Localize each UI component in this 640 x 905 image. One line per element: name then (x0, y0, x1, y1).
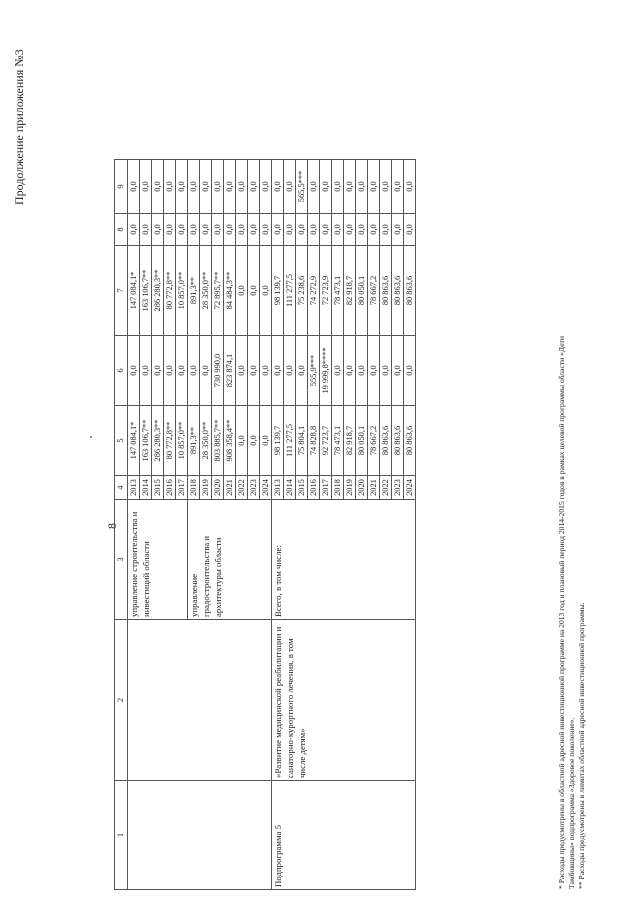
year-cell: 2017 (320, 476, 332, 500)
value-c6: 0,0 (284, 336, 296, 406)
value-c7: 80 863,6 (404, 246, 416, 336)
value-c9: 0,0 (224, 160, 236, 214)
value-c6: 0,0 (368, 336, 380, 406)
value-c5: 908 358,4** (224, 406, 236, 476)
year-cell: 2016 (308, 476, 320, 500)
value-c5: 163 106,7** (140, 406, 152, 476)
table-row (128, 160, 140, 890)
value-c7: 78 473,1 (332, 246, 344, 336)
value-c8: 0,0 (320, 214, 332, 246)
year-cell: 2014 (284, 476, 296, 500)
value-c6: 0,0 (392, 336, 404, 406)
value-c8: 0,0 (368, 214, 380, 246)
value-c8: 0,0 (164, 214, 176, 246)
value-c7: 147 084,1* (128, 246, 140, 336)
value-c8: 0,0 (236, 214, 248, 246)
value-c8: 0,0 (152, 214, 164, 246)
value-c5: 891,3** (188, 406, 200, 476)
value-c8: 0,0 (392, 214, 404, 246)
value-c9: 0,0 (200, 160, 212, 214)
value-c7: 75 238,6 (296, 246, 308, 336)
value-c5: 80 050,1 (356, 406, 368, 476)
value-c7: 84 484,3** (224, 246, 236, 336)
value-c5: 0,0 (260, 406, 272, 476)
value-c5: 82 918,7 (344, 406, 356, 476)
value-c9: 0,0 (140, 160, 152, 214)
column-number: 9 (115, 160, 128, 214)
col2-cell (128, 620, 272, 781)
value-c5: 98 139,7 (272, 406, 284, 476)
value-c6: 0,0 (272, 336, 284, 406)
value-c9: 0,0 (164, 160, 176, 214)
column-number: 8 (115, 214, 128, 246)
footnote-2: ** Расходы предусмотрены в лимитах областной адресной инвестиционной программы. (577, 602, 586, 889)
value-c6: 0,0 (164, 336, 176, 406)
year-cell: 2015 (296, 476, 308, 500)
column-number: 6 (115, 336, 128, 406)
subprogram-name: «Развитие медицинской реабилитации и санаторно-курортного лечения, в том числе детям» (272, 620, 416, 781)
value-c8: 0,0 (356, 214, 368, 246)
agency-name: управление строительства и инвестиций области (128, 500, 188, 620)
year-cell: 2019 (344, 476, 356, 500)
year-cell: 2023 (392, 476, 404, 500)
value-c7: 80 863,6 (392, 246, 404, 336)
value-c6: 730 990,0 (212, 336, 224, 406)
value-c9: 0,0 (248, 160, 260, 214)
value-c7: 0,0 (260, 246, 272, 336)
value-c5: 28 350,0** (200, 406, 212, 476)
value-c9: 0,0 (188, 160, 200, 214)
value-c9: 0,0 (128, 160, 140, 214)
footnote-1-cont: Тамбовщины» подпрограмма «Здоровое поколение». (567, 717, 576, 889)
value-c7: 98 139,7 (272, 246, 284, 336)
value-c8: 0,0 (128, 214, 140, 246)
value-c5: 74 828,8 (308, 406, 320, 476)
value-c7: 80 050,1 (356, 246, 368, 336)
value-c6: 0,0 (128, 336, 140, 406)
value-c5: 80 863,6 (392, 406, 404, 476)
value-c7: 28 350,0** (200, 246, 212, 336)
value-c6: 0,0 (380, 336, 392, 406)
value-c7: 82 918,7 (344, 246, 356, 336)
value-c9: 0,0 (152, 160, 164, 214)
year-cell: 2013 (272, 476, 284, 500)
scan-speck (90, 436, 92, 438)
value-c5: 286 280,3** (152, 406, 164, 476)
value-c7: 10 857,0** (176, 246, 188, 336)
value-c5: 0,0 (236, 406, 248, 476)
continuation-title: Продолжение приложения №3 (12, 49, 26, 205)
value-c6: 0,0 (404, 336, 416, 406)
year-cell: 2015 (152, 476, 164, 500)
value-c7: 78 667,2 (368, 246, 380, 336)
value-c6: 0,0 (152, 336, 164, 406)
value-c6: 0,0 (236, 336, 248, 406)
year-cell: 2020 (356, 476, 368, 500)
value-c8: 0,0 (260, 214, 272, 246)
value-c8: 0,0 (332, 214, 344, 246)
value-c7: 286 280,3** (152, 246, 164, 336)
value-c9: 0,0 (260, 160, 272, 214)
value-c6: 0,0 (260, 336, 272, 406)
year-cell: 2017 (176, 476, 188, 500)
value-c9: 0,0 (212, 160, 224, 214)
value-c6: 19 999,8**** (320, 336, 332, 406)
column-number: 3 (115, 500, 128, 620)
value-c7: 74 272,9 (308, 246, 320, 336)
column-number-row (115, 160, 128, 890)
table-row (272, 160, 284, 890)
value-c6: 0,0 (176, 336, 188, 406)
value-c9: 0,0 (308, 160, 320, 214)
value-c6: 0,0 (200, 336, 212, 406)
value-c8: 0,0 (404, 214, 416, 246)
value-c7: 72 895,7** (212, 246, 224, 336)
value-c9: 0,0 (356, 160, 368, 214)
value-c9: 565,5*** (296, 160, 308, 214)
value-c8: 0,0 (380, 214, 392, 246)
year-cell: 2024 (404, 476, 416, 500)
value-c6: 0,0 (248, 336, 260, 406)
agency-name: управление градостроительства и архитектуры области (188, 500, 272, 620)
column-number: 4 (115, 476, 128, 500)
value-c5: 80 863,6 (380, 406, 392, 476)
year-cell: 2018 (188, 476, 200, 500)
value-c8: 0,0 (344, 214, 356, 246)
budget-table (114, 159, 416, 890)
value-c6: 823 874,1 (224, 336, 236, 406)
year-cell: 2019 (200, 476, 212, 500)
value-c9: 0,0 (380, 160, 392, 214)
value-c9: 0,0 (368, 160, 380, 214)
value-c5: 803 885,7** (212, 406, 224, 476)
value-c6: 0,0 (296, 336, 308, 406)
value-c8: 0,0 (296, 214, 308, 246)
value-c8: 0,0 (176, 214, 188, 246)
page-number: 8 (105, 523, 119, 529)
value-c9: 0,0 (176, 160, 188, 214)
col1-cell (128, 781, 272, 890)
value-c5: 78 667,2 (368, 406, 380, 476)
value-c7: 0,0 (248, 246, 260, 336)
value-c6: 0,0 (188, 336, 200, 406)
value-c9: 0,0 (284, 160, 296, 214)
value-c5: 0,0 (248, 406, 260, 476)
year-cell: 2014 (140, 476, 152, 500)
column-number: 7 (115, 246, 128, 336)
column-number: 5 (115, 406, 128, 476)
year-cell: 2020 (212, 476, 224, 500)
year-cell: 2022 (236, 476, 248, 500)
value-c8: 0,0 (272, 214, 284, 246)
value-c8: 0,0 (212, 214, 224, 246)
value-c8: 0,0 (248, 214, 260, 246)
value-c7: 80 863,6 (380, 246, 392, 336)
subprogram-label: Подпрограмма 5 (272, 781, 416, 890)
year-cell: 2024 (260, 476, 272, 500)
value-c7: 72 723,9 (320, 246, 332, 336)
value-c8: 0,0 (308, 214, 320, 246)
value-c5: 78 473,1 (332, 406, 344, 476)
value-c8: 0,0 (284, 214, 296, 246)
year-cell: 2013 (128, 476, 140, 500)
value-c8: 0,0 (188, 214, 200, 246)
year-cell: 2022 (380, 476, 392, 500)
year-cell: 2016 (164, 476, 176, 500)
value-c9: 0,0 (272, 160, 284, 214)
value-c7: 0,0 (236, 246, 248, 336)
footnote-1: * Расходы предусмотрены в областной адресной инвестиционной программе на 2013 год и плановый период 2014-2015 годов в рамках целевой программы области «Дети (557, 336, 566, 889)
value-c5: 111 277,5 (284, 406, 296, 476)
year-cell: 2023 (248, 476, 260, 500)
value-c6: 0,0 (344, 336, 356, 406)
value-c9: 0,0 (332, 160, 344, 214)
value-c5: 80 863,6 (404, 406, 416, 476)
value-c6: 0,0 (332, 336, 344, 406)
value-c8: 0,0 (200, 214, 212, 246)
value-c5: 92 723,7 (320, 406, 332, 476)
value-c7: 111 277,5 (284, 246, 296, 336)
column-number: 2 (115, 620, 128, 781)
value-c9: 0,0 (320, 160, 332, 214)
year-cell: 2021 (224, 476, 236, 500)
value-c8: 0,0 (224, 214, 236, 246)
value-c5: 80 772,8** (164, 406, 176, 476)
total-label: Всего, в том числе: (272, 500, 416, 620)
value-c9: 0,0 (404, 160, 416, 214)
value-c8: 0,0 (140, 214, 152, 246)
value-c9: 0,0 (236, 160, 248, 214)
value-c5: 75 804,1 (296, 406, 308, 476)
value-c9: 0,0 (344, 160, 356, 214)
value-c9: 0,0 (392, 160, 404, 214)
value-c7: 80 772,8** (164, 246, 176, 336)
value-c5: 147 084,1* (128, 406, 140, 476)
value-c6: 0,0 (356, 336, 368, 406)
value-c6: 0,0 (140, 336, 152, 406)
column-number: 1 (115, 781, 128, 890)
year-cell: 2018 (332, 476, 344, 500)
value-c7: 163 106,7** (140, 246, 152, 336)
footnotes (557, 29, 587, 889)
value-c7: 891,3** (188, 246, 200, 336)
value-c6: 555,9*** (308, 336, 320, 406)
year-cell: 2021 (368, 476, 380, 500)
value-c5: 10 857,0** (176, 406, 188, 476)
